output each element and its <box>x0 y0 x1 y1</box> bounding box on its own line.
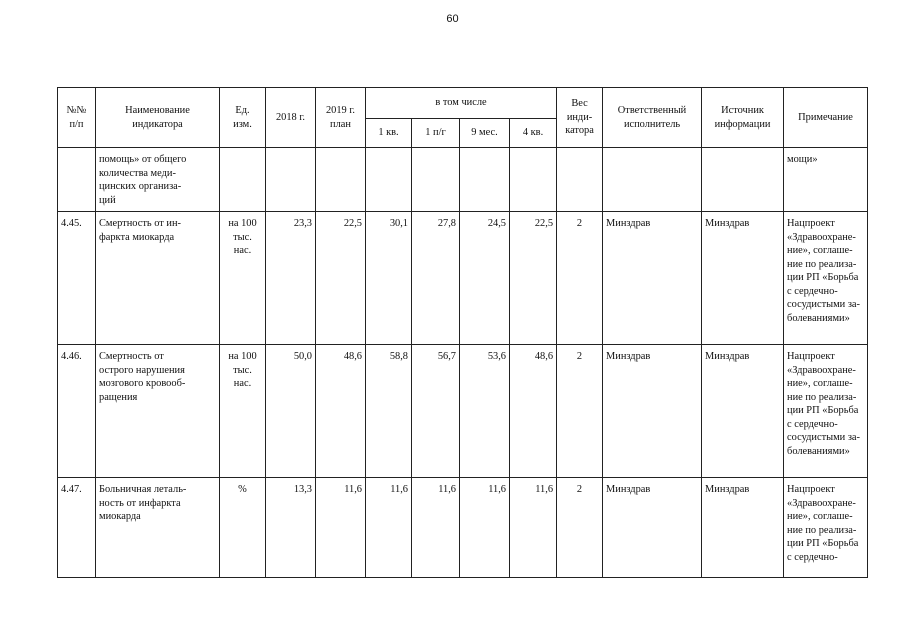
cell-q1: 30,1 <box>366 212 412 345</box>
cell-2019: 11,6 <box>316 478 366 578</box>
text-line: индикатора <box>132 118 183 130</box>
header-source <box>702 88 784 148</box>
text-line: ние по реализа- <box>787 391 857 403</box>
text-line: ции РП «Борьба <box>787 272 859 284</box>
text-line: Ед. <box>235 104 250 116</box>
cell-2019: 22,5 <box>316 212 366 345</box>
text-line: ции РП «Борьба <box>787 538 859 550</box>
cell-9m: 53,6 <box>460 345 510 478</box>
text-line: изм. <box>233 118 252 130</box>
text-line: с сердечно- <box>787 551 838 563</box>
cell-source: Минздрав <box>702 345 784 478</box>
table-row <box>58 148 868 212</box>
cell-2018: 23,3 <box>266 212 316 345</box>
cell-2018 <box>266 148 316 212</box>
cell-9m: 11,6 <box>460 478 510 578</box>
header-executor <box>603 88 702 148</box>
text-line: Нацпроект <box>787 351 835 362</box>
cell-num: 4.47. <box>58 478 96 578</box>
text-line: Вес <box>571 98 588 110</box>
cell-unit <box>220 478 266 578</box>
text-line: % <box>238 484 247 495</box>
header-2018: 2018 г. <box>266 88 316 148</box>
text-line: ние по реализа- <box>787 524 857 536</box>
text-line: катора <box>565 125 594 137</box>
cell-note <box>784 478 868 578</box>
indicators-table <box>57 87 868 578</box>
header-including: в том числе <box>366 88 557 119</box>
text-line: Нацпроект <box>787 484 835 495</box>
header-q1: 1 кв. <box>366 119 412 148</box>
cell-2018: 50,0 <box>266 345 316 478</box>
cell-2019 <box>316 148 366 212</box>
cell-num <box>58 148 96 212</box>
text-line: №№ <box>66 104 87 116</box>
cell-name <box>96 345 220 478</box>
header-note: Примечание <box>784 88 868 148</box>
text-line: Нацпроект <box>787 218 835 229</box>
text-line: мозгового кровооб- <box>99 378 186 390</box>
text-line: Смертность от ин- <box>99 218 181 229</box>
text-line: п/п <box>69 118 84 130</box>
text-line: на 100 <box>228 351 257 362</box>
text-line: Наименование <box>125 104 190 116</box>
cell-name <box>96 478 220 578</box>
cell-weight <box>557 148 603 212</box>
text-line: «Здравоохране- <box>787 497 856 509</box>
cell-executor <box>603 148 702 212</box>
cell-note <box>784 148 868 212</box>
text-line: фаркта миокарда <box>99 231 175 243</box>
text-line: нас. <box>233 378 252 390</box>
text-line: Смертность от <box>99 351 164 362</box>
cell-source <box>702 148 784 212</box>
cell-h1: 56,7 <box>412 345 460 478</box>
text-line: миокарда <box>99 511 141 523</box>
cell-9m: 24,5 <box>460 212 510 345</box>
cell-h1: 11,6 <box>412 478 460 578</box>
header-9m: 9 мес. <box>460 119 510 148</box>
text-line: ние», соглаше- <box>787 511 853 523</box>
table-row <box>58 345 868 478</box>
cell-9m <box>460 148 510 212</box>
text-line: Источник <box>721 104 764 116</box>
text-line: количества меди- <box>99 167 176 179</box>
text-line: ращения <box>99 391 138 403</box>
cell-executor: Минздрав <box>603 478 702 578</box>
table-row <box>58 478 868 578</box>
page-number: 60 <box>446 13 459 25</box>
text-line: 2019 г. <box>325 104 356 116</box>
text-line: болеваниями» <box>787 445 850 457</box>
text-line: инди- <box>566 111 593 123</box>
cell-q1: 58,8 <box>366 345 412 478</box>
cell-num: 4.46. <box>58 345 96 478</box>
cell-note <box>784 345 868 478</box>
cell-executor: Минздрав <box>603 345 702 478</box>
cell-unit <box>220 345 266 478</box>
header-2019-plan <box>316 88 366 148</box>
text-line: на 100 <box>228 218 257 229</box>
text-line: болеваниями» <box>787 312 850 324</box>
cell-num: 4.45. <box>58 212 96 345</box>
cell-source: Минздрав <box>702 212 784 345</box>
cell-source: Минздрав <box>702 478 784 578</box>
text-line: ность от инфаркта <box>99 497 181 509</box>
text-line: план <box>330 118 351 130</box>
header-num <box>58 88 96 148</box>
text-line: мощи» <box>787 154 818 165</box>
text-line: Ответственный <box>617 104 687 116</box>
text-line: тыс. <box>233 364 252 376</box>
cell-weight: 2 <box>557 478 603 578</box>
text-line: информации <box>714 118 771 130</box>
text-line: ние», соглаше- <box>787 378 853 390</box>
header-unit <box>220 88 266 148</box>
text-line: ций <box>99 194 116 206</box>
text-line: с сердечно- <box>787 418 838 430</box>
text-line: нас. <box>233 245 252 257</box>
cell-executor: Минздрав <box>603 212 702 345</box>
header-h1: 1 п/г <box>412 119 460 148</box>
text-line: цинских организа- <box>99 181 182 193</box>
text-line: помощь» от общего <box>99 154 187 165</box>
cell-q1 <box>366 148 412 212</box>
cell-note <box>784 212 868 345</box>
text-line: «Здравоохране- <box>787 364 856 376</box>
cell-q4: 22,5 <box>510 212 557 345</box>
cell-q4: 48,6 <box>510 345 557 478</box>
cell-h1 <box>412 148 460 212</box>
text-line: Больничная леталь- <box>99 484 187 495</box>
cell-q4: 11,6 <box>510 478 557 578</box>
text-line: ции РП «Борьба <box>787 405 859 417</box>
text-line: ние по реализа- <box>787 258 857 270</box>
text-line: ние», соглаше- <box>787 245 853 257</box>
cell-2018: 13,3 <box>266 478 316 578</box>
text-line: сосудистыми за- <box>787 299 861 311</box>
header-weight <box>557 88 603 148</box>
cell-q4 <box>510 148 557 212</box>
cell-weight: 2 <box>557 345 603 478</box>
cell-weight: 2 <box>557 212 603 345</box>
header-q4: 4 кв. <box>510 119 557 148</box>
text-line: сосудистыми за- <box>787 432 861 444</box>
header-name <box>96 88 220 148</box>
cell-h1: 27,8 <box>412 212 460 345</box>
cell-q1: 11,6 <box>366 478 412 578</box>
text-line: исполнитель <box>623 118 681 130</box>
cell-name <box>96 212 220 345</box>
text-line: тыс. <box>233 231 252 243</box>
cell-unit <box>220 212 266 345</box>
table-row <box>58 212 868 345</box>
cell-unit <box>220 148 266 212</box>
text-line: «Здравоохране- <box>787 231 856 243</box>
text-line: острого нарушения <box>99 364 185 376</box>
cell-name <box>96 148 220 212</box>
cell-2019: 48,6 <box>316 345 366 478</box>
text-line: с сердечно- <box>787 285 838 297</box>
